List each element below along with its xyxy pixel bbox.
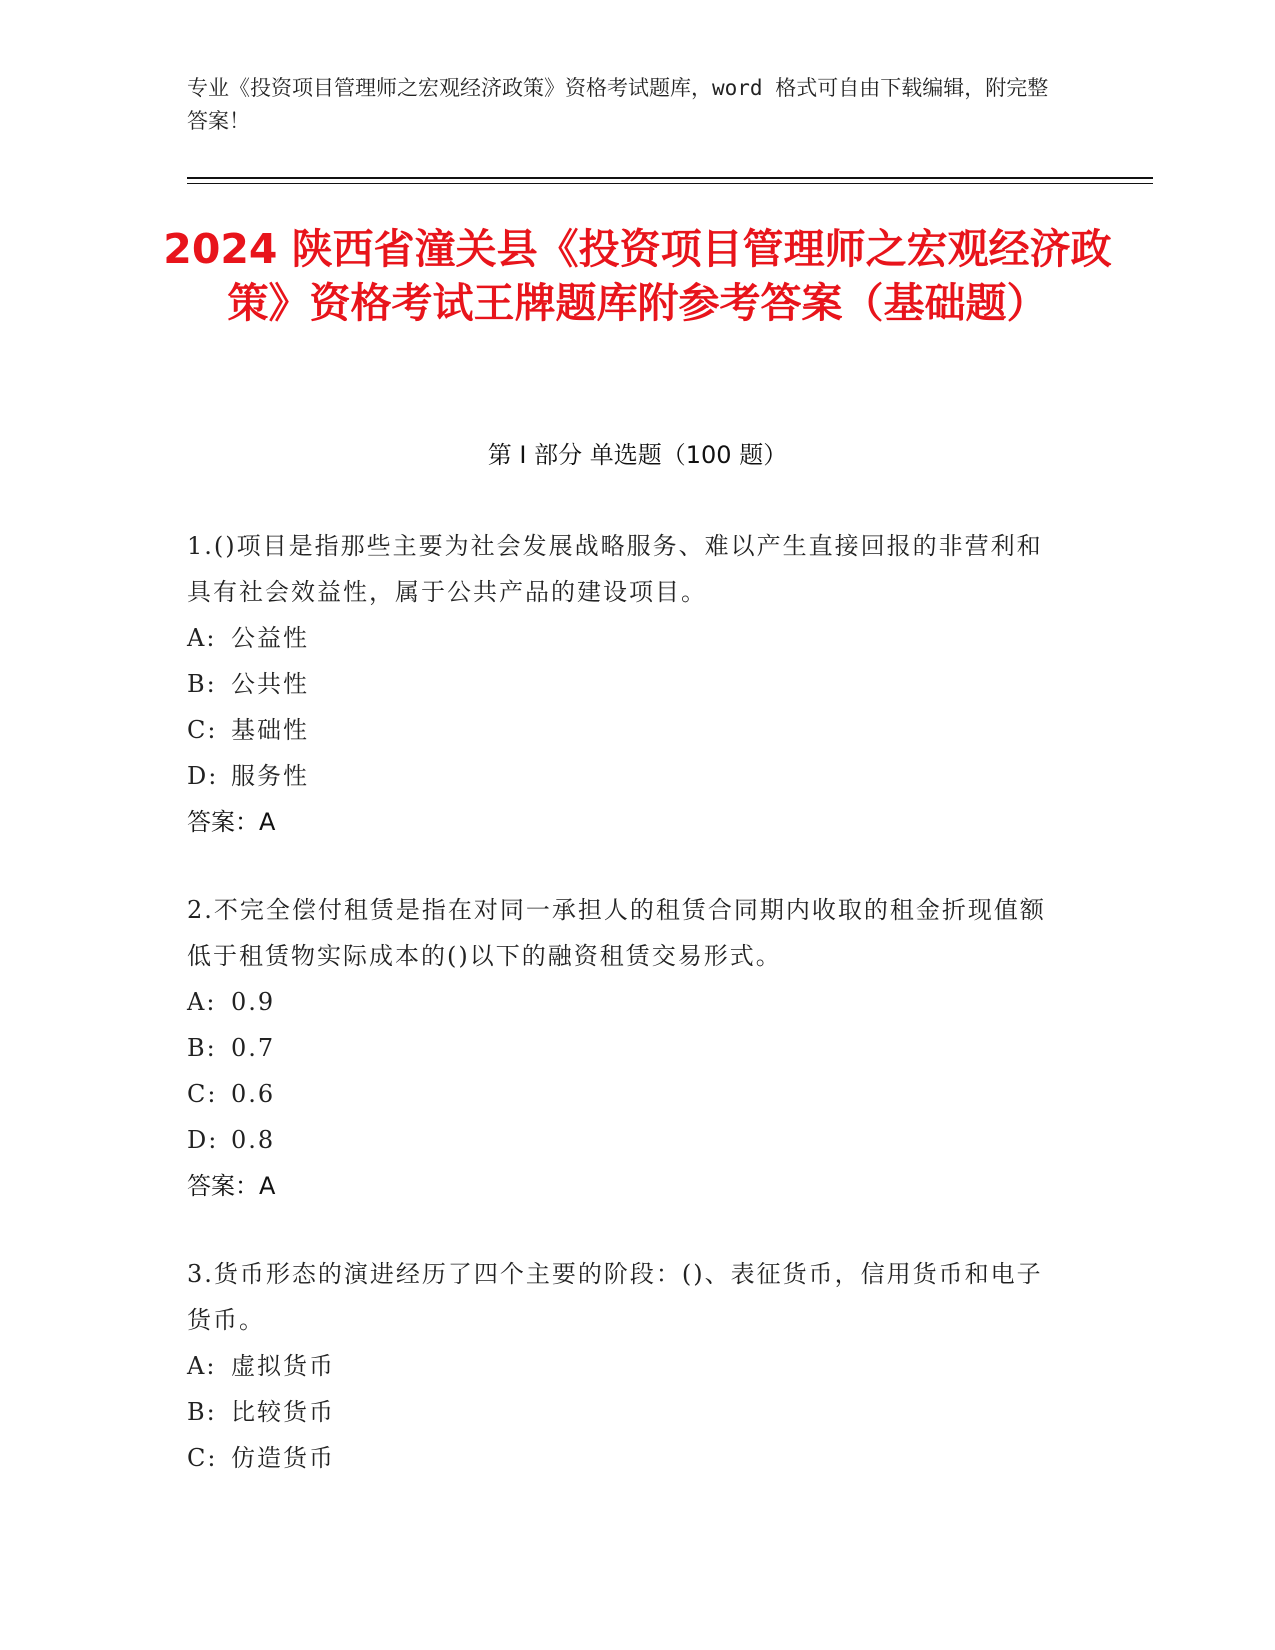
option-key: D: (187, 762, 219, 790)
question-option (187, 1117, 1067, 1163)
question-option (187, 753, 1067, 799)
option-key: B: (187, 670, 217, 698)
question-answer: 答案：A (187, 1172, 276, 1200)
question-option (187, 1071, 1067, 1117)
option-key: C: (187, 1080, 218, 1108)
option-text: 虚拟货币 (231, 1352, 335, 1380)
option-text: 公共性 (231, 670, 309, 698)
option-key: A: (187, 988, 217, 1016)
option-text: 0.9 (231, 988, 276, 1016)
question-option (187, 615, 1067, 661)
header-divider-thick (187, 177, 1153, 179)
option-key: C: (187, 716, 218, 744)
option-text: 0.7 (231, 1034, 276, 1062)
question-option (187, 707, 1067, 753)
header-divider-thin (187, 183, 1153, 184)
question-option (187, 1435, 1067, 1481)
option-text: 0.6 (231, 1080, 276, 1108)
question-answer: 答案：A (187, 808, 276, 836)
question-block (187, 887, 1067, 1209)
option-key: B: (187, 1398, 217, 1426)
question-option (187, 1343, 1067, 1389)
question-option (187, 1025, 1067, 1071)
option-text: 公益性 (231, 624, 309, 652)
question-option (187, 661, 1067, 707)
document-title: 2024 陕西省潼关县《投资项目管理师之宏观经济政策》资格考试王牌题库附参考答案（基础题） (163, 225, 1112, 327)
header-note: 专业《投资项目管理师之宏观经济政策》资格考试题库，word 格式可自由下载编辑，附完整答案！ (187, 76, 1049, 133)
option-text: 0.8 (231, 1126, 276, 1154)
question-stem: 3.货币形态的演进经历了四个主要的阶段：()、表征货币，信用货币和电子货币。 (187, 1260, 1043, 1334)
question-option (187, 1389, 1067, 1435)
question-stem: 1.()项目是指那些主要为社会发展战略服务、难以产生直接回报的非营利和具有社会效益性，属于公共产品的建设项目。 (187, 532, 1043, 606)
question-list (187, 523, 1067, 1523)
option-text: 仿造货币 (231, 1444, 335, 1472)
option-key: B: (187, 1034, 217, 1062)
option-key: C: (187, 1444, 218, 1472)
question-stem: 2.不完全偿付租赁是指在对同一承担人的租赁合同期内收取的租金折现值额低于租赁物实际成本的()以下的融资租赁交易形式。 (187, 896, 1046, 970)
option-text: 比较货币 (231, 1398, 335, 1426)
question-block (187, 1251, 1067, 1481)
question-option (187, 979, 1067, 1025)
option-key: A: (187, 1352, 217, 1380)
question-block (187, 523, 1067, 845)
option-key: D: (187, 1126, 219, 1154)
section-title: 第 I 部分 单选题（100 题） (487, 441, 788, 469)
option-key: A: (187, 624, 217, 652)
option-text: 服务性 (231, 762, 309, 790)
option-text: 基础性 (231, 716, 309, 744)
